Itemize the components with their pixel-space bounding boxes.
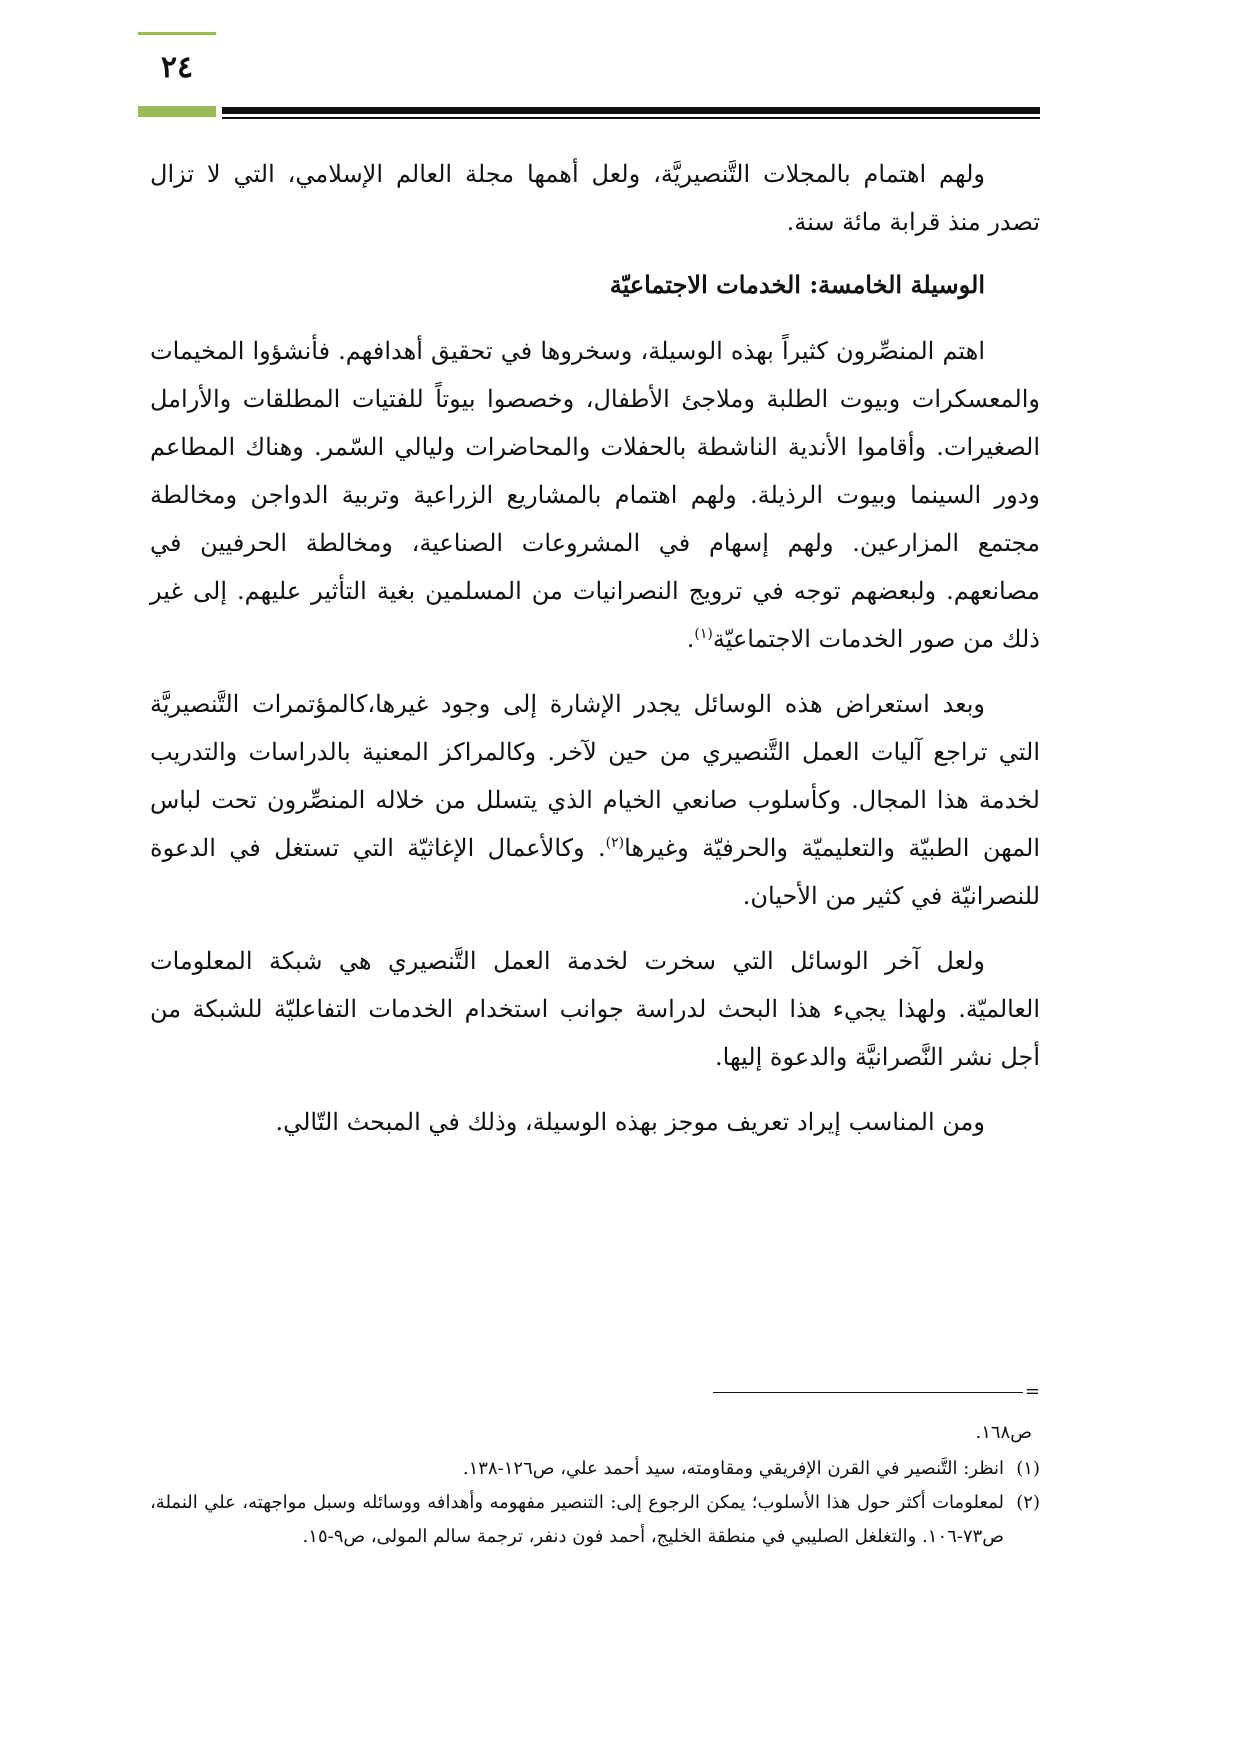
footnote-ref-2[interactable]: (٢): [605, 835, 625, 851]
footnote-1-text: انظر: التَّنصير في القرن الإفريقي ومقاومته، سيد أحمد علي، ص١٢٦-١٣٨.: [462, 1458, 1004, 1479]
header-accent-bar-top: [138, 32, 216, 35]
footnote-2-number: (٢): [1016, 1492, 1040, 1513]
footnote-2: [150, 1486, 1040, 1554]
footnote-1-number: (١): [1016, 1458, 1040, 1479]
paragraph-social-services: [150, 327, 1040, 663]
footnotes: [150, 1380, 1040, 1554]
footnote-separator: [150, 1380, 1040, 1404]
footnote-rule: [713, 1392, 1023, 1393]
section-heading: الوسيلة الخامسة: الخدمات الاجتماعيّة: [609, 270, 985, 299]
paragraph-social-services-text: اهتم المنصِّرون كثيراً بهذه الوسيلة، وسخروها في تحقيق أهدافهم. فأنشؤوا المخيمات والمعسكرات وبيوت الطلبة وملاجئ الأطفال، وخصصوا بيوتاً للفتيات المطلقات والأرامل الصغيرات. وأقاموا الأندية الناشطة بالحفلات والمحاضرات وليالي السّمر. وهناك المطاعم ودور السينما وبيوت الرذيلة. ولهم اهتمام بالمشاريع الزراعية وتربية الدواجن ومخالطة مجتمع المزارعين. ولهم إسهام في المشروعات الصناعية، ومخالطة الحرفيين في مصانعهم. ولبعضهم توجه في ترويج النصرانيات من المسلمين بغية التأثير عليهم. إلى غير ذلك من صور الخدمات الاجتماعيّة: [150, 337, 1041, 653]
footnote-ref-1[interactable]: (١): [694, 626, 713, 642]
paragraph-other-means-text-a: وبعد استعراض هذه الوسائل يجدر الإشارة إلى وجود غيرها،كالمؤتمرات التَّنصيريَّة التي تراجع آليات العمل التَّنصيري من حين لآخر. وكالمراكز المعنية بالدراسات والتدريب لخدمة هذا المجال. وكأسلوب صانعي الخيام الذي يتسلل من خلاله المنصِّرون تحت لباس المهن الطبيّة والتعليميّة والحرفيّة وغيرها: [150, 690, 1040, 862]
paragraph-internet: ولعل آخر الوسائل التي سخرت لخدمة العمل التَّنصيري هي شبكة المعلومات العالميّة. ولهذا يجيء هذا البحث لدراسة جوانب استخدام الخدمات التفاعليّة للشبكة من أجل نشر النَّصرانيَّة والدعوة إليها.: [150, 947, 1040, 1071]
paragraph-other-means-text-b: . وكالأعمال الإغاثيّة التي تستغل في الدعوة للنصرانيّة في كثير من الأحيان.: [150, 834, 1040, 910]
footnote-2-text: لمعلومات أكثر حول هذا الأسلوب؛ يمكن الرجوع إلى: التنصير مفهومه وأهدافه ووسائله وسبل مواجهته، علي النملة، ص٧٣-١٠٦. والتغلغل الصليبي في منطقة الخليج، أحمد فون دنفر، ترجمة سالم المولى، ص٩-١٥.: [150, 1492, 1004, 1547]
page-number: ٢٤: [160, 50, 194, 85]
header-rule-thick: [222, 107, 1040, 114]
main-text: [150, 150, 1040, 1163]
footnote-continuation-mark: =: [1024, 1381, 1040, 1402]
paragraph-end-mark: .: [686, 625, 695, 653]
paragraph-next-section: ومن المناسب إيراد تعريف موجز بهذه الوسيلة، وذلك في المبحث التّالي.: [275, 1108, 985, 1136]
header-rule-thin: [222, 117, 1040, 119]
paragraph-magazines: ولهم اهتمام بالمجلات التَّنصيريَّة، ولعل أهمها مجلة العالم الإسلامي، التي لا تزال تصدر منذ قرابة مائة سنة.: [150, 160, 1040, 236]
paragraph-other-means: [150, 680, 1040, 920]
footnote-continuation: ص١٦٨.: [975, 1422, 1032, 1443]
header-accent-bar-bottom: [138, 106, 216, 117]
footnote-1: [150, 1452, 1040, 1486]
